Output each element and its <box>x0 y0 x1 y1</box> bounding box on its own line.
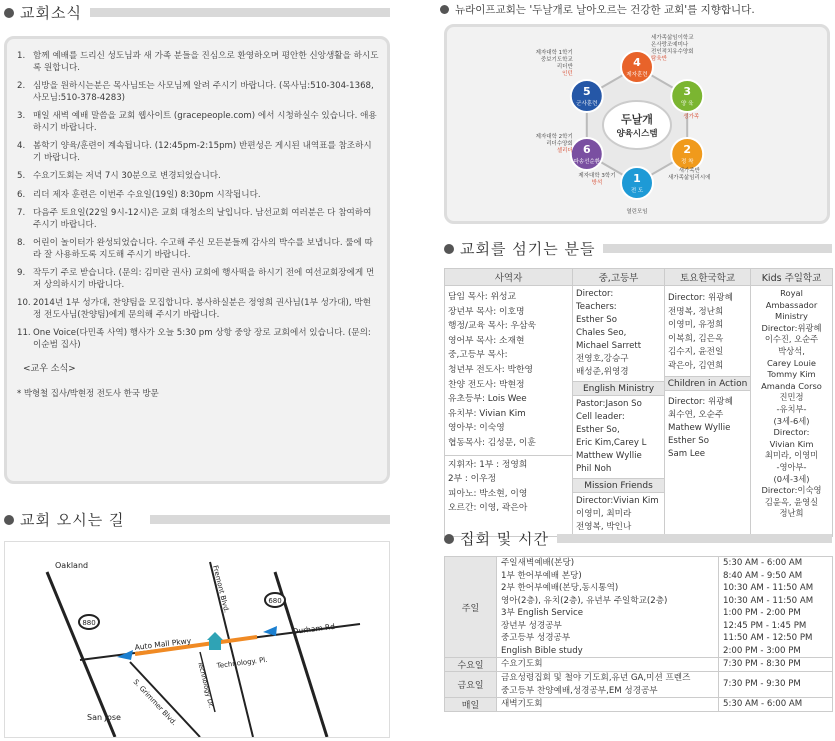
staff-table <box>444 268 833 537</box>
svg-text:6: 6 <box>582 143 591 156</box>
svg-text:전 도: 전 도 <box>630 188 644 194</box>
news-item-text: 함께 예배를 드리신 성도님과 새 가족 분들을 진심으로 환영하오며 평안한 신앙생활을 하시도록 원합니다. <box>33 51 379 73</box>
news-header <box>4 2 390 23</box>
schedule-time: 10:30 AM - 11:50 AM <box>723 583 814 593</box>
news-item-text: 매일 새벽 예배 말씀을 교회 웹사이트 (gracepeople.com) 에서 시청하실수 있습니다. 애용하시기 바랍니다. <box>33 111 377 133</box>
minister-line: 피아노: 박소현, 이영 <box>448 488 528 499</box>
schedule-time: 10:30 AM - 11:50 AM <box>723 595 814 606</box>
minister-line: 담임 목사: 위성교 <box>448 292 517 302</box>
news-item <box>17 238 379 261</box>
bullet-icon <box>4 515 14 525</box>
svg-text:4: 4 <box>633 56 641 69</box>
news-item-text: 작두기 주로 받습니다. (문의: 김미란 권사) 교회에 행사떡을 하시기 전에 여선교회장에게 먼저 상의하시기 바랍니다. <box>33 268 375 290</box>
minister-line: 협동목사: 김성문, 이훈 <box>448 437 536 448</box>
english-ministry-list: Pastor:Jason So Cell leader: Esther So, Eric Kim,Carey L Matthew Wyllie Phil Noh <box>576 399 647 474</box>
minister-line: 행정/교육 목사: 우삼욱 <box>448 321 537 332</box>
minister-line: 찬양 전도사: 박현정 <box>448 379 525 390</box>
grimmer-label: S. Grimmer Blvd. <box>131 677 179 728</box>
minister-line: 유초등부: Lois Wee <box>448 394 527 405</box>
staff-header-ministers: 사역자 <box>445 269 573 286</box>
news-list <box>17 51 379 351</box>
schedule-events <box>497 557 719 658</box>
header-divider <box>603 244 832 253</box>
schedule-row <box>445 557 833 658</box>
schedule-event: 1부 한어부예배 본당) <box>501 570 582 581</box>
schedule-event: 수요기도회 <box>501 659 543 670</box>
schedule-time: 7:30 PM - 8:30 PM <box>723 659 801 670</box>
schedule-events <box>497 658 719 672</box>
minister-line: 장년부 목사: 이호명 <box>448 306 525 317</box>
cycle-step-note: 제자대학 2학기 리더수양회 셀리더 <box>535 134 573 154</box>
news-note: * 박형철 집사/박현정 전도사 한국 방문 <box>17 388 159 398</box>
bullet-icon <box>444 534 454 544</box>
hwy-880-shield-icon <box>79 615 99 629</box>
schedule-event: English Bible study <box>501 645 583 656</box>
news-item <box>17 208 379 231</box>
saturday-school-cell <box>665 286 751 537</box>
schedule-events <box>497 672 719 698</box>
svg-text:5: 5 <box>582 85 591 98</box>
schedule-event: 주일새벽예배(본당) <box>501 558 575 568</box>
svg-text:군사훈련: 군사훈련 <box>576 101 598 107</box>
right-arrow-icon <box>263 626 277 636</box>
schedule-event: 2부 한어부예배(본당,동시통역) <box>501 583 619 593</box>
news-item-text: 어린이 놀이터가 완성되었습니다. 수고해 주신 모든분들께 감사의 박수를 보냅니다. 룰에 따라 잘 사용하도록 지도해 주시기 바랍니다. <box>33 238 373 260</box>
staff-header-saturday-school: 토요한국학교 <box>665 269 751 286</box>
cycle-step-note: 성가족 <box>683 114 700 120</box>
news-item-number: 6. <box>17 189 26 200</box>
schedule-day: 매일 <box>445 698 497 712</box>
schedule-title: 집회 및 시간 <box>460 530 549 548</box>
minister-line: 영아부: 이숙영 <box>448 423 505 434</box>
news-item-number: 1. <box>17 51 26 61</box>
ministers-cell <box>445 286 573 537</box>
news-box <box>4 36 390 484</box>
news-item-text: 봄학기 양육/훈련이 계속됩니다. (12:45pm-2:15pm) 반편성은 게시된 내역표를 참조하시기 바랍니다. <box>33 141 372 163</box>
english-ministry-subheader: English Ministry <box>573 381 664 396</box>
schedule-time: 11:50 AM - 12:50 PM <box>723 633 813 643</box>
schedule-events <box>497 698 719 712</box>
cycle-step-1 <box>621 167 653 199</box>
svg-text:파송선순환: 파송선순환 <box>573 159 601 165</box>
schedule-times <box>719 672 833 698</box>
directions-map <box>4 541 390 738</box>
minister-line: 오르간: 이영, 곽은아 <box>448 503 528 514</box>
schedule-event: 새벽기도회 <box>501 699 543 710</box>
news-item <box>17 81 379 104</box>
news-item-number: 9. <box>17 268 26 278</box>
mission-friends-subheader: Mission Friends <box>573 478 664 493</box>
fremont-label: Fremont Blvd. <box>211 564 231 614</box>
cycle-step-5 <box>571 80 603 112</box>
news-item-text: 수요기도회는 저녁 7시 30분으로 변경되었습니다. <box>33 171 221 181</box>
news-item-text: One Voice(다민족 사역) 행사가 오늘 5:30 pm 상항 중앙 장로 교회에서 있습니다. (문의: 이순범 집사) <box>33 328 371 350</box>
schedule-event: 영아(2층), 유치(2층), 유년부 주일학교(2층) <box>501 595 668 606</box>
schedule-time: 2:00 PM - 3:00 PM <box>723 645 801 656</box>
news-item <box>17 51 379 74</box>
news-item-number: 2. <box>17 81 26 91</box>
saturday-school-list: Director: 위광혜 전명복, 정난희 이영미, 유정희 이복희, 김은옥 김수지, 윤전일 곽은아, 김연희 <box>668 293 733 371</box>
cycle-center-subtitle: 양육시스템 <box>616 129 658 139</box>
news-item-text: 다음주 토요일(22일 9시-12시)은 교회 대청소의 날입니다. 남선교회 여러분은 다 참여하여 주시기 바랍니다. <box>33 208 372 230</box>
schedule-table <box>444 556 833 712</box>
technology-dr-label: Technology Dr. <box>196 660 216 709</box>
cycle-step-2 <box>671 138 703 170</box>
oakland-label: Oakland <box>55 561 89 570</box>
header-divider <box>557 534 832 543</box>
staff-header <box>444 238 832 259</box>
mission-friends-list: Director:Vivian Kim 이영미, 최미라 전영복, 박인나 <box>576 496 659 532</box>
schedule-time: 5:30 AM - 6:00 AM <box>723 699 803 710</box>
cycle-step-note: 새가족반 새가족삶임리시에 <box>667 168 711 181</box>
cycle-center-title: 두날개 <box>621 113 653 126</box>
schedule-times <box>719 698 833 712</box>
directions-header <box>4 509 390 530</box>
cycle-step-note: 세가족삶임이학교 온사랑조예미나 전인적치유수양회 탐육반 <box>651 35 694 62</box>
news-item <box>17 268 379 291</box>
news-item <box>17 298 379 321</box>
schedule-header <box>444 528 832 549</box>
kids-cell <box>751 286 833 537</box>
bullet-icon <box>444 244 454 254</box>
schedule-time: 7:30 PM - 9:30 PM <box>723 679 801 690</box>
svg-text:정 착: 정 착 <box>681 159 694 165</box>
cycle-step-note: 열린모임 <box>626 209 648 215</box>
youth-cell <box>573 286 665 537</box>
schedule-times <box>719 658 833 672</box>
news-item-number: 8. <box>17 238 26 248</box>
hwy-680-shield-icon <box>265 593 285 607</box>
durham-label: Durham Rd <box>292 621 336 636</box>
cycle-svg <box>447 27 827 221</box>
technology-pl-label: Technology. Pl. <box>216 655 268 670</box>
schedule-event: 금요성령집회 및 철야 기도회,유년 GA,미션 프렌즈 <box>501 673 691 683</box>
news-item <box>17 141 379 164</box>
news-title: 교회소식 <box>20 4 82 22</box>
directions-title: 교회 오시는 길 <box>20 511 125 529</box>
schedule-time: 12:45 PM - 1:45 PM <box>723 620 807 631</box>
svg-text:제자훈련: 제자훈련 <box>626 72 648 78</box>
news-subtitle: <교우 소식> <box>23 364 76 374</box>
kids-staff-list: Royal Ambassador Ministry Director:위광혜 이수진, 오순주 박상석, Carey Louie Tommy Kim Amanda Corso 진민정 -유치부- (3세-6세) Director: Vivian Kim 최미라, 이영미 -영아부- (0세-3세) Director:이숙영 김윤옥, 윤영실 정난희 <box>761 288 822 519</box>
staff-header-youth: 중,고등부 <box>573 269 665 286</box>
schedule-row <box>445 658 833 672</box>
minister-line: 청년부 전도사: 박한영 <box>448 364 534 375</box>
minister-line: 중,고등부 목사: <box>448 350 508 361</box>
youth-staff-list: Director: Teachers: Esther So Chales Seo, Michael Sarrett 전영호,강승구 배성준,위영경 <box>576 289 642 377</box>
news-item-number: 3. <box>17 111 26 121</box>
schedule-time: 5:30 AM - 6:00 AM <box>723 558 803 568</box>
minister-line: 지휘자: 1부 : 정영희 <box>445 455 572 473</box>
auto-mall-label: Auto Mall Pkwy <box>134 636 192 652</box>
nurture-cycle-diagram <box>444 24 830 224</box>
svg-text:2: 2 <box>683 143 692 156</box>
header-divider <box>150 515 390 524</box>
schedule-time: 8:40 AM - 9:50 AM <box>723 570 803 581</box>
bullet-icon <box>4 8 14 18</box>
cycle-step-4 <box>621 51 653 83</box>
children-in-action-subheader: Children in Action <box>665 376 750 391</box>
news-item-number: 7. <box>17 208 26 218</box>
news-item-text: 2014년 1부 성가대, 찬양팀을 모집합니다. 봉사하실분은 정영희 권사님(1부 성가대), 박현정 전도사님(찬양팀)에게 문의해 주시기 바랍니다. <box>33 298 371 320</box>
vision-statement <box>440 2 755 17</box>
news-item <box>17 111 379 134</box>
bullet-icon <box>440 5 449 14</box>
schedule-row <box>445 698 833 712</box>
church-icon <box>207 632 223 650</box>
schedule-day: 주일 <box>445 557 497 658</box>
news-item <box>17 328 379 351</box>
news-item <box>17 190 379 202</box>
svg-text:1: 1 <box>633 172 641 185</box>
schedule-day: 수요일 <box>445 658 497 672</box>
news-item-text: 리더 제자 훈련은 이번주 수요일(19일) 8:30pm 시작됩니다. <box>33 189 261 200</box>
cycle-step-3 <box>671 80 703 112</box>
minister-line: 유치부: Vivian Kim <box>448 408 526 419</box>
cycle-step-6 <box>571 138 603 170</box>
svg-text:880: 880 <box>82 619 96 627</box>
schedule-event: 장년부 성경공부 <box>501 620 562 631</box>
minister-line: 2부 : 이우정 <box>448 474 497 485</box>
cycle-step-note: 제자대학 1학기 중보기도학교 리더반 인턴 <box>535 50 573 77</box>
schedule-time: 1:00 PM - 2:00 PM <box>723 608 801 618</box>
news-item-number: 4. <box>17 141 26 151</box>
svg-text:680: 680 <box>268 597 282 605</box>
grimmer-road <box>130 662 200 737</box>
news-item-number: 5. <box>17 171 26 181</box>
header-divider <box>90 8 390 17</box>
news-item-number: 11. <box>17 328 31 338</box>
children-in-action-list: Director: 위광혜 최수연, 오순주 Mathew Wyllie Esther So Sam Lee <box>668 396 733 459</box>
staff-header-kids: Kids 주일학교 <box>751 269 833 286</box>
svg-text:양 육: 양 육 <box>681 101 694 107</box>
schedule-day: 금요일 <box>445 672 497 698</box>
schedule-event: 중고등부 성경공부 <box>501 633 571 643</box>
svg-text:3: 3 <box>683 85 692 98</box>
map-svg <box>5 542 389 737</box>
news-item-text: 심방을 원하시는분은 목사님또는 사모님께 알려 주시기 바랍니다. (목사님:510-304-1368, 사모님:510-378-4283) <box>33 81 374 103</box>
vision-text: 뉴라이프교회는 '두날개로 날아오르는 건강한 교회'를 지향합니다. <box>455 4 755 16</box>
news-item <box>17 171 379 183</box>
schedule-event: 3부 English Service <box>501 608 584 618</box>
schedule-row <box>445 672 833 698</box>
schedule-event: 중고등부 찬양예배,성경공부,EM 성경공부 <box>501 685 658 696</box>
minister-line: 영어부 목사: 소재현 <box>448 335 525 346</box>
san-jose-label: San Jose <box>87 713 121 722</box>
cycle-bottom-note: 제자대학 3학기 방석 <box>578 173 616 186</box>
schedule-times <box>719 557 833 658</box>
staff-title: 교회를 섬기는 분들 <box>460 240 596 258</box>
news-item-number: 10. <box>17 298 31 308</box>
